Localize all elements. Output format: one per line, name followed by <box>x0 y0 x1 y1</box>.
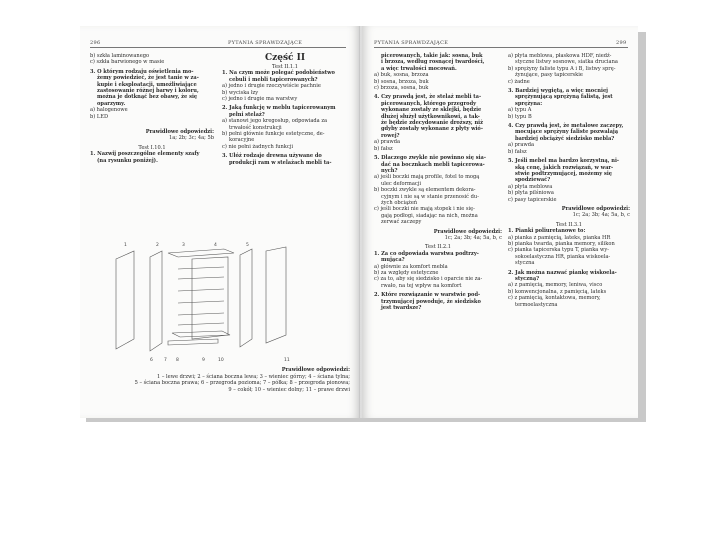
callout-number: 3 <box>182 243 185 248</box>
question-line: picerowanych, takie jak: sosna, buk <box>381 53 483 59</box>
question-line: mocujące sprężyny faliste pozwalają <box>515 129 619 136</box>
question-line: gdyby zostały wykonane z płyty wió- <box>381 126 483 133</box>
answers-line: 1 – lewe drzwi; 2 – ściana boczna lewa; 3 – wieniec górny; 4 – ściana tylna; <box>156 373 350 380</box>
answer-option: b) płyta pilśniowa <box>508 190 554 197</box>
answer-option: trwałość konstrukcji <box>229 124 282 131</box>
answer-option: cyjnym i nie są w stanie przenosić du- <box>381 193 479 200</box>
question-line: sprężyna: <box>515 100 543 107</box>
question-line: produkcji ram w stelażach mebli ta- <box>229 159 332 166</box>
question-line: dłużej służył użytkownikowi, a tak- <box>381 113 480 120</box>
answer-option: a) płyta meblowa, płaskowa HDF, niedź- <box>508 53 612 59</box>
question-line: zastosowanie różnej barwy i koloru, <box>97 88 199 95</box>
answer-option: a) prawda <box>374 139 401 146</box>
answer-option: b) fałsz <box>508 148 527 155</box>
question-line: 5. Dlaczego zwykle nie powinno się sia- <box>374 155 486 162</box>
answer-option: ulec deformacji <box>381 180 421 187</box>
callout-number: 10 <box>218 358 224 363</box>
answer-option: b) boczki zwykle są elementem dekora- <box>374 187 476 194</box>
question-line: stwie podtrzymującej, możemy się <box>515 170 613 177</box>
answers-line: 9 – cokół; 10 – wieniec dolny; 11 – prawe drzwi <box>228 386 350 393</box>
question-line: rowej? <box>381 132 400 139</box>
callout-number: 4 <box>214 243 217 248</box>
question-line: 2. Jaką funkcję w meblu tapicerowanym <box>222 105 336 112</box>
plinth-shape <box>168 339 218 345</box>
question-line: styczną? <box>515 276 540 282</box>
answer-option: termoelastyczna <box>515 301 558 308</box>
right-side-panel-shape <box>240 249 252 347</box>
bottom-crown-shape <box>172 331 230 337</box>
callout-number: 6 <box>150 358 153 363</box>
left-page-number: 296 <box>90 40 101 46</box>
answer-option: b) pianka twarda, pianka memory, silikon <box>508 240 615 247</box>
question-line: 4. Czy prawdą jest, że stelaż mebli ta- <box>374 94 482 101</box>
answer-option: b) konwencjonalna, z pamięcią, lateks <box>508 288 607 295</box>
right-running-head: PYTANIA SPRAWDZAJĄCE <box>374 40 449 46</box>
answers-heading: Prawidłowe odpowiedzi: <box>281 367 350 373</box>
right-page <box>362 26 638 418</box>
right-door-shape <box>266 247 286 343</box>
answers-heading: Prawidłowe odpowiedzi: <box>561 205 630 212</box>
answer-option: styczne listwy sosnowe, siatka druciana <box>515 59 618 66</box>
question-line: trzymującej powoduje, że siedzisko <box>381 298 481 305</box>
answer-option: a) płyta meblowa <box>508 183 553 190</box>
answer-option: styczna <box>515 260 535 267</box>
question-line: i brzoza, według rosnącej twardości, <box>381 59 485 66</box>
question-line: 3. O którym rodzaju oświetlenia mo- <box>90 68 194 75</box>
callout-number: 1 <box>124 243 127 248</box>
answer-option: b) sprężyny faliste typu A i B, listwy sprę- <box>508 65 616 72</box>
question-line: wykonane zostały ze sklejki, będzie <box>381 107 482 114</box>
question-line: można je dotknąć bez obawy, że się <box>97 94 198 101</box>
callout-number: 8 <box>176 358 179 363</box>
answer-option: b) sosna, brzoza, buk <box>374 78 429 85</box>
question-line: a więc trwałości mocowań. <box>381 65 457 72</box>
question-line: pełni stelaż? <box>229 111 265 118</box>
question-line: 3. Ułóż rodzaje drewna używane do <box>222 153 322 160</box>
question-line: 5. Jeśli mebel ma bardzo korzystną, ni- <box>508 158 620 165</box>
left-door-shape <box>116 251 134 349</box>
answer-option: a) halogenowe <box>90 107 128 114</box>
answer-option: b) fałsz <box>374 145 393 152</box>
right-page-number: 299 <box>616 40 627 46</box>
question-line: spodziewać? <box>515 177 551 184</box>
question-line: cebuli i mebli tapicerowanych? <box>229 76 318 83</box>
question-line: 2. Jak można nazwać piankę wiskoela- <box>508 269 617 276</box>
answer-option: c) jeśli boczki nie mają stopek i nie się- <box>374 206 475 213</box>
question-line: żemy powiedzieć, że jest tanie w za- <box>97 75 199 82</box>
test-heading: Test II.2.1 <box>424 244 452 251</box>
answer-option: koracyjne <box>229 137 255 144</box>
test-heading: Test II.1.1 <box>271 64 299 70</box>
answer-option: c) pasy tapicerskie <box>508 196 557 203</box>
left-side-panel-shape <box>150 251 162 351</box>
callout-number: 5 <box>246 243 249 248</box>
question-line: 1. Nazwij poszczególne elementy szafy <box>90 151 200 158</box>
answer-option: a) prawda <box>508 142 535 149</box>
test-heading: Test II.3.1 <box>555 221 583 228</box>
answer-option: b) za względy estetyczne <box>374 270 439 276</box>
text-line: c) szkła barwionego w masie <box>90 59 165 66</box>
answer-option: c) pianka tapicerska typu T, pianka wy- <box>508 247 609 254</box>
left-column-2 <box>222 53 348 166</box>
answers-heading: Prawidłowe odpowiedzi: <box>145 129 214 136</box>
text-line: b) szkła laminowanego <box>90 53 150 59</box>
question-line: mująca? <box>381 257 405 264</box>
part-title: Część II <box>264 53 306 63</box>
left-column-1 <box>90 53 214 164</box>
answer-option: b) typu B <box>508 113 532 120</box>
question-line: 3. Bardziej wygiętą, a więc mocniej <box>508 88 609 95</box>
answer-option: b) wyciska łzy <box>222 89 259 96</box>
answer-option: żynujące, pasy tapicerskie <box>515 72 583 79</box>
answer-option: a) jedno i drugie rzeczywiście pachnie <box>222 83 321 90</box>
question-line: że będzie zdecydowanie droższy, niż <box>381 120 484 127</box>
question-line: oparzymy. <box>97 100 126 107</box>
answers-values: 1c; 2a; 3b; 4a; 5a, b, c <box>572 212 630 219</box>
answer-option: c) jedno i drugie ma warstwy <box>222 96 298 103</box>
answer-option: żych obciążeń <box>381 199 418 206</box>
question-line: sprężynującą sprężyną falistą, jest <box>515 94 613 101</box>
answer-option: gają podłogi, siadając na nich, można <box>381 212 478 219</box>
answer-option: c) żadne <box>508 78 530 85</box>
back-panel-shape <box>192 257 228 339</box>
left-page <box>80 26 360 418</box>
answers-heading: Prawidłowe odpowiedzi: <box>433 228 502 235</box>
callout-number: 9 <box>202 358 205 363</box>
answer-option: c) z pamięcią, kontaktowa, memory, <box>508 295 601 302</box>
answer-option: a) stanowi jego kregosłup, odpowiada za <box>222 118 328 125</box>
answer-option: c) za to, aby się siedzisko i oparcie nie za- <box>374 276 483 283</box>
answer-option: a) z pamięcią, memory, leniwa, visco <box>508 282 603 289</box>
callout-number: 7 <box>164 358 167 363</box>
question-line: 4. Czy prawdą jest, że metalowe zaczepy, <box>508 123 624 130</box>
answer-option: c) nie pełni żadnych funkcji <box>222 143 293 150</box>
answer-option: zerwać zaczepy <box>381 219 422 226</box>
right-column-2 <box>508 53 630 308</box>
answers-values: 1c; 2a; 3b; 4a; 5a, b, c <box>444 234 502 241</box>
question-line: dać na bocznkach mebli tapicerowa- <box>381 161 485 168</box>
question-line: bardziej obciążyć siedzisko mebla? <box>515 135 615 142</box>
answer-option: b) LED <box>90 113 109 120</box>
test-heading: Test I.10.1 <box>138 144 166 151</box>
left-header-rule <box>90 47 346 48</box>
answer-option: a) pianka z pamięcią, lateks, pianka HR <box>508 234 611 241</box>
left-running-head: PYTANIA SPRAWDZAJĄCE <box>228 40 303 46</box>
question-line: jest twardsze? <box>381 305 422 312</box>
question-line: 1. Pianki poliuretanowe to: <box>508 228 586 235</box>
right-header-rule <box>374 47 628 48</box>
answer-option: a) głównie za komfort mebla <box>374 263 448 270</box>
answer-option: a) buk, sosna, brzoza <box>374 72 429 79</box>
question-line: kupie i eksploatacji, umożliwiające <box>97 81 197 88</box>
question-line: nych? <box>381 167 398 174</box>
answer-option: sokoelastyczna HR, pianka wiskoela- <box>515 253 611 260</box>
question-line: ską cenę, jakich rozwiązań, w war- <box>515 164 614 171</box>
answer-option: c) brzoza, sosna, buk <box>374 85 429 92</box>
question-line: (na rysunku poniżej). <box>97 157 158 164</box>
top-crown-shape <box>168 249 234 257</box>
figure-answers <box>98 367 350 393</box>
callout-number: 2 <box>156 243 159 248</box>
answer-option: b) pełni głównie funkcje estetyczne, de- <box>222 131 325 138</box>
wardrobe-diagram <box>106 239 316 364</box>
answers-values: 1a; 2b; 3c; 4a; 5b <box>169 135 214 142</box>
question-line: 1. Na czym może polegać podobieństwo <box>222 70 335 77</box>
question-line: 1. Za co odpowiada warstwa podtrzy- <box>374 250 479 257</box>
answers-line: 5 – ściana boczna prawa; 6 – przegroda pozioma; 7 – półka; 8 – przegroda pionowa; <box>134 380 350 387</box>
answer-option: a) typu A <box>508 107 532 114</box>
callout-number: 11 <box>284 358 290 363</box>
answer-option: rwało, na tej wpływ na komfort <box>381 282 462 289</box>
answer-option: a) jeśli boczki mają profile, fotel to mogą <box>374 174 480 181</box>
right-column-1 <box>374 53 502 311</box>
question-line: 2. Które rozwiązanie w warstwie pod- <box>374 292 481 299</box>
question-line: picerowanych, którego przegrody <box>381 100 477 107</box>
